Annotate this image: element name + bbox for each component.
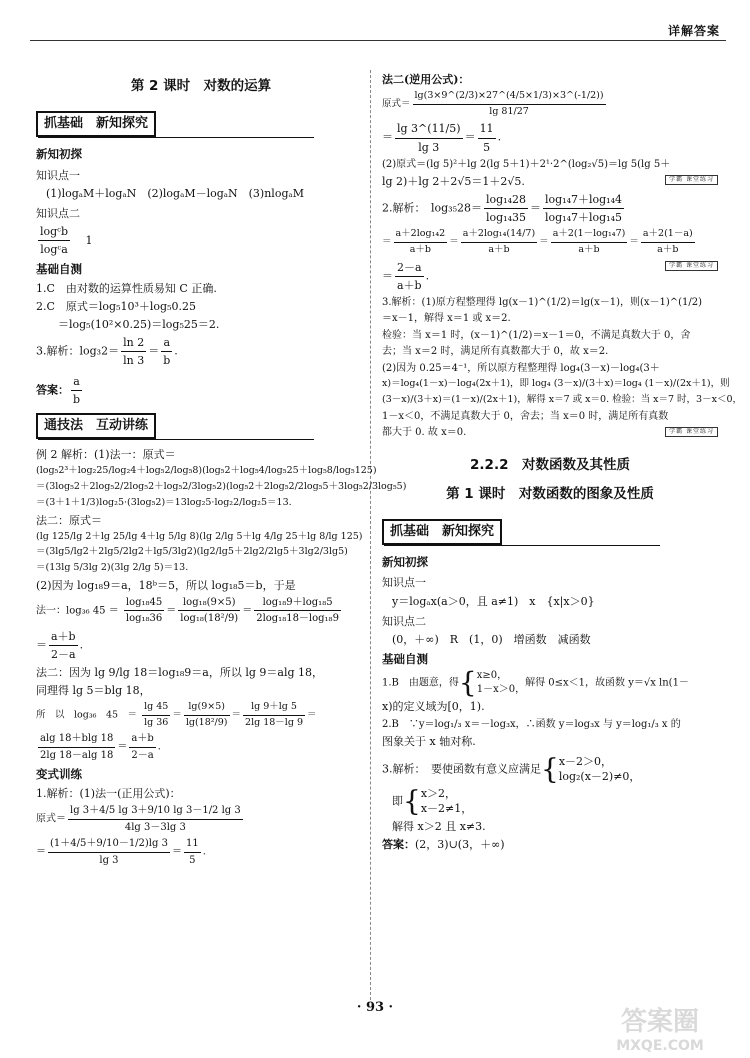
answer-line: (2)原式＝(lg 5)²＋lg 2(lg 5＋1)＋2¹·2^(log₂√5)＝lg 5(lg 5＋: [382, 158, 671, 170]
subheading: 新知初探: [382, 554, 428, 569]
answer-line: (3－x)/(3＋x)＝(1－x)/(2x＋1)，解得 x＝7 或 x＝0. 检验：当 x＝7 时，3－x＜0，: [382, 393, 742, 405]
header-label: 详解答案: [667, 24, 720, 38]
answer-line: 同理得 lg 5＝blg 18，: [36, 683, 151, 697]
knowledge-point-label: 知识点二: [36, 206, 80, 220]
math-line: ＝(3＋1＋1/3)log₂5·(3log₅2)＝13log₂5·log₂2/log₂5＝13.: [36, 496, 292, 508]
fraction: $\frac{\text{logᶜb}}{\text{logᶜa}}$: [40, 225, 69, 257]
subheading: 基础自测: [382, 651, 428, 666]
answer-line: 1.C 由对数的运算性质易知 C 正确.: [36, 281, 217, 295]
answer-line: 法二：因为 lg 9/lg 18＝log₁₈9＝a，所以 lg 9＝alg 18，: [36, 665, 324, 679]
answer-line: 例 2 解析：(1)法一：原式＝: [36, 448, 176, 462]
answer-line: (2)因为 0.25＝4⁻¹，所以原方程整理得 log₄(3－x)－log₄(3＋: [382, 362, 660, 374]
answer-line: 3.解析： 要使函数有意义应满足{x－2＞0， log₂(x－2)≠0，: [382, 752, 641, 786]
math-line: 原式＝ $\frac{\lg 3+4/5 \lg 3+9/10 \lg 3-1/2 \lg 3}{4\lg 3-3\lg 3}$: [36, 805, 241, 833]
answer-line: 解得 x＞2 且 x≠3.: [392, 819, 486, 833]
watermark-url: MXQE.COM: [616, 1038, 704, 1054]
answer-line: ＝log₅(10²×0.25)＝log₅25＝2.: [58, 318, 220, 332]
left-column: [36, 70, 407, 869]
math-line: 所 以 log₃₆ 45 ＝ $\frac{\lg 45}{\lg 36}$ ＝ $\frac{\lg(9\times 5)}{\text{lg(18²/9)}}$ ＝ $\frac{\lg 9+\lg 5}{2\lg 18-\lg 9}$ ＝: [36, 701, 317, 728]
watermark-text: 答案圈: [620, 1007, 700, 1037]
math-line: $\frac{alg 18+blg 18}{2\lg 18-alg 18}$ ＝ $\frac{a+b}{2-a}$ .: [40, 733, 161, 761]
math-line: ＝ $\frac{\lg 3\^{}(11/5)}{\lg 3}$ ＝ $\frac{11}{5}$ .: [382, 122, 502, 154]
knowledge-point-content: (0，＋∞) R (1，0) 增函数 减函数: [392, 632, 591, 646]
answer-line: 答案：(2，3)∪(3，＋∞): [382, 837, 505, 851]
section-heading: 通技法 互动讲练: [36, 413, 156, 439]
answer-line: x)＝log₄(1－x)－log₄(2x＋1)，即 log₄ (3－x)/(3＋x)＝log₄ (1－x)/(2x＋1)，则: [382, 378, 730, 390]
answer-line: 法二：原式＝: [36, 513, 102, 527]
subheading: 基础自测: [36, 262, 82, 277]
knowledge-point-label: 知识点一: [36, 168, 80, 182]
knowledge-point-content: y＝logₐx(a＞0，且 a≠1) x {x|x＞0}: [392, 594, 595, 608]
knowledge-point-label: 知识点二: [382, 614, 426, 628]
section-heading: 抓基础 新知探究: [36, 111, 156, 137]
knowledge-point-content: (1)logₐM＋logₐN (2)logₐM－logₐN (3)nlogₐM: [46, 186, 304, 200]
answer-line: x)的定义域为[0，1).: [382, 700, 485, 714]
practice-tag: 学霸 课堂练习: [665, 427, 718, 437]
watermark-logo: [590, 1000, 730, 1054]
answer-line: 2.C 原式＝log₅10³＋log₅0.25: [36, 299, 196, 313]
page-number: · 93 ·: [356, 1000, 394, 1015]
math-line: (lg 125/lg 2＋lg 25/lg 4＋lg 5/lg 8)(lg 2/lg 5＋lg 4/lg 25＋lg 8/lg 125): [36, 530, 363, 542]
practice-tag: 学霸 课堂练习: [665, 261, 718, 271]
column-divider: [370, 70, 371, 1000]
math-line: (log₅2³＋log₂25/log₂4＋log₅2/log₅8)(log₅2＋log₅4/log₅25＋log₅8/log₅125): [36, 465, 377, 477]
section-heading: 抓基础 新知探究: [382, 519, 502, 545]
answer-line: 答案： $\frac{a}{b}$: [36, 375, 81, 407]
answer-line: 图象关于 x 轴对称.: [382, 735, 476, 749]
answer-line: 去；当 x＝2 时，满足所有真数都大于 0，故 x＝2.: [382, 346, 609, 358]
answer-line: 3.解析：log₃2＝ $\frac{\ln 2}{\ln 3}$ ＝ $\frac{a}{b}$ .: [36, 336, 178, 368]
answer-line: 1－x＜0，不满足真数大于 0，舍去；当 x＝0 时，满足所有真数: [382, 410, 669, 422]
answer-line: (2)因为 log₁₈9＝a，18ᵇ＝5，所以 log₁₈5＝b，于是: [36, 578, 296, 592]
practice-tag: 学霸 课堂练习: [665, 175, 718, 185]
math-line: ＝ $\frac{(1+4/5+9/10-1/2)\lg 3}{\lg 3}$ ＝ $\frac{11}{5}$ .: [36, 838, 206, 866]
lesson-title: 第 1 课时 对数函数的图象及性质: [446, 485, 654, 502]
math-line: ＝(13lg 5/3lg 2)(3lg 2/lg 5)＝13.: [36, 562, 189, 574]
header-rule: [30, 40, 726, 41]
answer-line: 3.解析：(1)原方程整理得 lg(x－1)^(1/2)＝lg(x－1)，则(x－1)^(1/2): [382, 296, 703, 308]
math-line: ＝(3lg5/lg2＋2lg5/2lg2＋lg5/3lg2)(lg2/lg5＋2lg2/2lg5＋3lg2/3lg5): [36, 546, 348, 558]
right-column: [382, 70, 742, 854]
answer-line: 检验：当 x＝1 时，(x－1)^(1/2)＝x－1＝0，不满足真数大于 0，舍: [382, 329, 691, 341]
math-line: ＝ $\frac{2-a}{a+b}$ . 学霸 课堂练习: [382, 259, 718, 294]
math-line: ＝(3log₅2＋2log₅2/2log₅2＋log₅2/3log₅2)(log₅2＋2log₅2/2log₅5＋3log₅2/3log₅5): [36, 481, 407, 493]
knowledge-point-content: $\frac{\text{logᶜb}}{\text{logᶜa}}$ 1: [36, 223, 366, 258]
answer-line: lg 2)＋lg 2＋2√5＝1＋2√5. 学霸 课堂练习: [382, 173, 718, 190]
subheading: 变式训练: [36, 767, 82, 782]
math-line: 原式＝ $\frac{\lg(3\times 9\^{}(2/3)\times 27\^{}(4/5\times 1/3)\times 3\^{}(-1/2))}{\lg 81/27}$: [382, 90, 604, 117]
answer-line: 1.解析：(1)法一(正用公式)：: [36, 787, 181, 801]
math-line: 2.解析： log₃₅28＝ $\frac{\text{log₁₄28}}{\text{log₁₄35}}$ ＝ $\frac{\text{log₁₄7＋log₁₄4}}{\text{log₁₄7＋log₁₄5}}$: [382, 193, 622, 225]
lesson-title: 第 2 课时 对数的运算: [130, 78, 272, 94]
answer-line: 2.B ∵y＝log₁/₃ x＝－log₃x，∴函数 y＝log₃x 与 y＝log₁/₃ x 的: [382, 718, 681, 730]
answer-line: ＝x－1，解得 x＝1 或 x＝2.: [382, 313, 511, 325]
answer-line: 即{x＞2， x－2≠1，: [392, 784, 473, 818]
math-line: ＝ $\frac{\text{a＋2log₁₄2}}{a+b}$ ＝ $\frac{\text{a＋2log₁₄(14/7)}}{a+b}$ ＝ $\frac{\text{a＋2(1－log₁₄7)}}{a+b}$ ＝ $\frac{a+2(1-a)}{a+b}$: [382, 228, 693, 255]
subheading: 新知初探: [36, 147, 82, 162]
answer-line: 法二(逆用公式)：: [382, 73, 470, 86]
knowledge-point-label: 知识点一: [382, 576, 426, 590]
math-line: ＝ $\frac{a+b}{2-a}$ .: [36, 629, 84, 661]
math-line: 法一：log₃₆ 45 ＝ $\frac{\text{log₁₈45}}{\text{log₁₈36}}$ ＝ $\frac{\text{log₁₈(9×5)}}{\text{log₁₈(18²/9)}}$ ＝ $\frac{\text{log₁₈9＋log₁₈5}}{\text{2log₁₈18－log₁₈9}}$: [36, 596, 339, 625]
answer-line: 1.B 由题意，得{x≥0， 1－x＞0，解得 0≤x＜1，故函数 y＝√x ln(1－: [382, 666, 689, 700]
answer-line: 都大于 0. 故 x＝0. 学霸 课堂练习: [382, 425, 718, 441]
section-title: 2.2.2 对数函数及其性质: [470, 456, 630, 473]
